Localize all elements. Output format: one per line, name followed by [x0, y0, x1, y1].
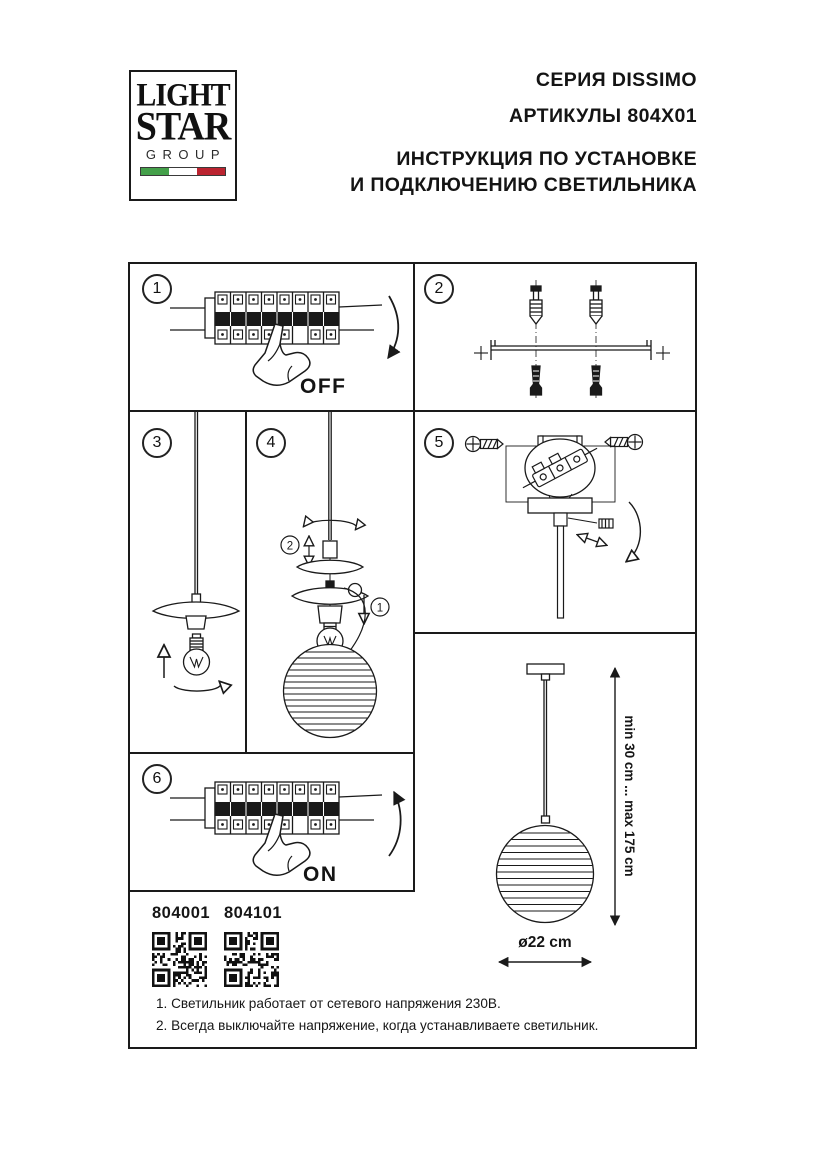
- callout-1-label: 1: [376, 602, 384, 615]
- step-number-label: 1: [152, 280, 162, 297]
- step-5-drawing-ceiling-mount: [416, 414, 694, 630]
- screw-icon: [466, 437, 504, 452]
- step-number-label: 2: [434, 280, 444, 297]
- screw-icon: [605, 435, 643, 450]
- article-code-804001: 804001: [152, 904, 211, 922]
- cord-slider-icon: [323, 541, 337, 558]
- canopy-connector: [554, 513, 567, 526]
- wall-anchor-icon: [531, 366, 542, 395]
- lamp-socket-icon: [186, 616, 206, 629]
- safety-notes: [156, 993, 598, 1037]
- logo-word-group: GROUP: [145, 147, 227, 162]
- instruction-title-line2: И ПОДКЛЮЧЕНИЮ СВЕТИЛЬНИКА: [350, 174, 697, 196]
- ceiling-plate-icon: [527, 664, 564, 674]
- on-label: ON: [303, 863, 338, 886]
- step-4-drawing-assemble-globe: [247, 412, 413, 750]
- rotate-arrow-icon: [304, 520, 357, 529]
- header-series-block: [509, 62, 697, 134]
- lamp-socket-icon: [318, 606, 342, 623]
- logo-word-star: STAR: [135, 104, 231, 150]
- pendant-cord-icon: [544, 680, 547, 816]
- callout-2-label: 2: [286, 540, 294, 553]
- screw-icon: [590, 286, 602, 324]
- cord-connector: [542, 816, 550, 823]
- instruction-title: [350, 146, 697, 198]
- dimension-drawing: [428, 644, 670, 990]
- step-3-drawing-insert-bulb: [140, 412, 245, 750]
- arrow-down-icon: [388, 296, 398, 358]
- article-code-804101: 804101: [224, 904, 283, 922]
- upper-disc-icon: [297, 560, 363, 574]
- step-2-drawing-mounting-hardware: [466, 274, 678, 408]
- step-number-label: 3: [152, 434, 162, 451]
- instruction-title-line1: ИНСТРУКЦИЯ ПО УСТАНОВКЕ: [396, 148, 697, 170]
- qr-code-left: [152, 932, 207, 987]
- italian-flag-icon: [140, 167, 226, 176]
- arrow-up-icon: [389, 792, 401, 856]
- divider: [413, 264, 415, 892]
- series-title: СЕРИЯ DISSIMO: [535, 69, 697, 91]
- light-bulb-icon: [184, 634, 210, 675]
- step-2-number: [424, 274, 454, 304]
- screw-icon: [530, 286, 542, 324]
- wall-anchor-icon: [591, 366, 602, 395]
- step-1-drawing-power-off: [158, 280, 410, 404]
- cross-screw-icon: [474, 346, 670, 360]
- divider: [413, 632, 695, 634]
- arrow-right-icon: [592, 540, 606, 545]
- step-number-label: 5: [434, 434, 444, 451]
- divider: [130, 890, 415, 892]
- ribbed-globe-icon: [281, 645, 379, 738]
- plate-connector: [542, 674, 550, 680]
- pendant-cord-icon: [195, 412, 198, 594]
- off-label: OFF: [300, 375, 347, 398]
- canopy-icon: [528, 498, 592, 513]
- step-number-label: 6: [152, 770, 162, 787]
- rotate-arrow-icon: [627, 502, 640, 561]
- qr-code-right: [224, 932, 279, 987]
- arrow-left-icon: [578, 535, 592, 540]
- note-2: 2. Всегда выключайте напряжение, когда устанавливаете светильник.: [156, 1018, 599, 1033]
- ribbed-globe-icon: [494, 826, 596, 923]
- grub-screw-icon: [568, 518, 613, 528]
- height-range-label: min 30 cm ... max 175 cm: [622, 715, 637, 877]
- diameter-label: ø22 cm: [518, 934, 572, 951]
- rotate-arrow-icon: [174, 682, 221, 691]
- mounting-bracket-icon: [491, 340, 651, 360]
- step-number-label: 4: [266, 434, 276, 451]
- lightstar-logo: [129, 70, 237, 201]
- note-1: 1. Светильник работает от сетевого напряжения 230В.: [156, 996, 501, 1011]
- articles-title: АРТИКУЛЫ 804X01: [509, 105, 697, 127]
- logo-word-light: LIGHT: [136, 77, 230, 114]
- divider: [130, 752, 415, 754]
- steps-grid: [128, 262, 697, 1049]
- step-6-drawing-power-on: [158, 770, 410, 890]
- pendant-rod-icon: [558, 526, 564, 618]
- pendant-cord-icon: [329, 412, 331, 608]
